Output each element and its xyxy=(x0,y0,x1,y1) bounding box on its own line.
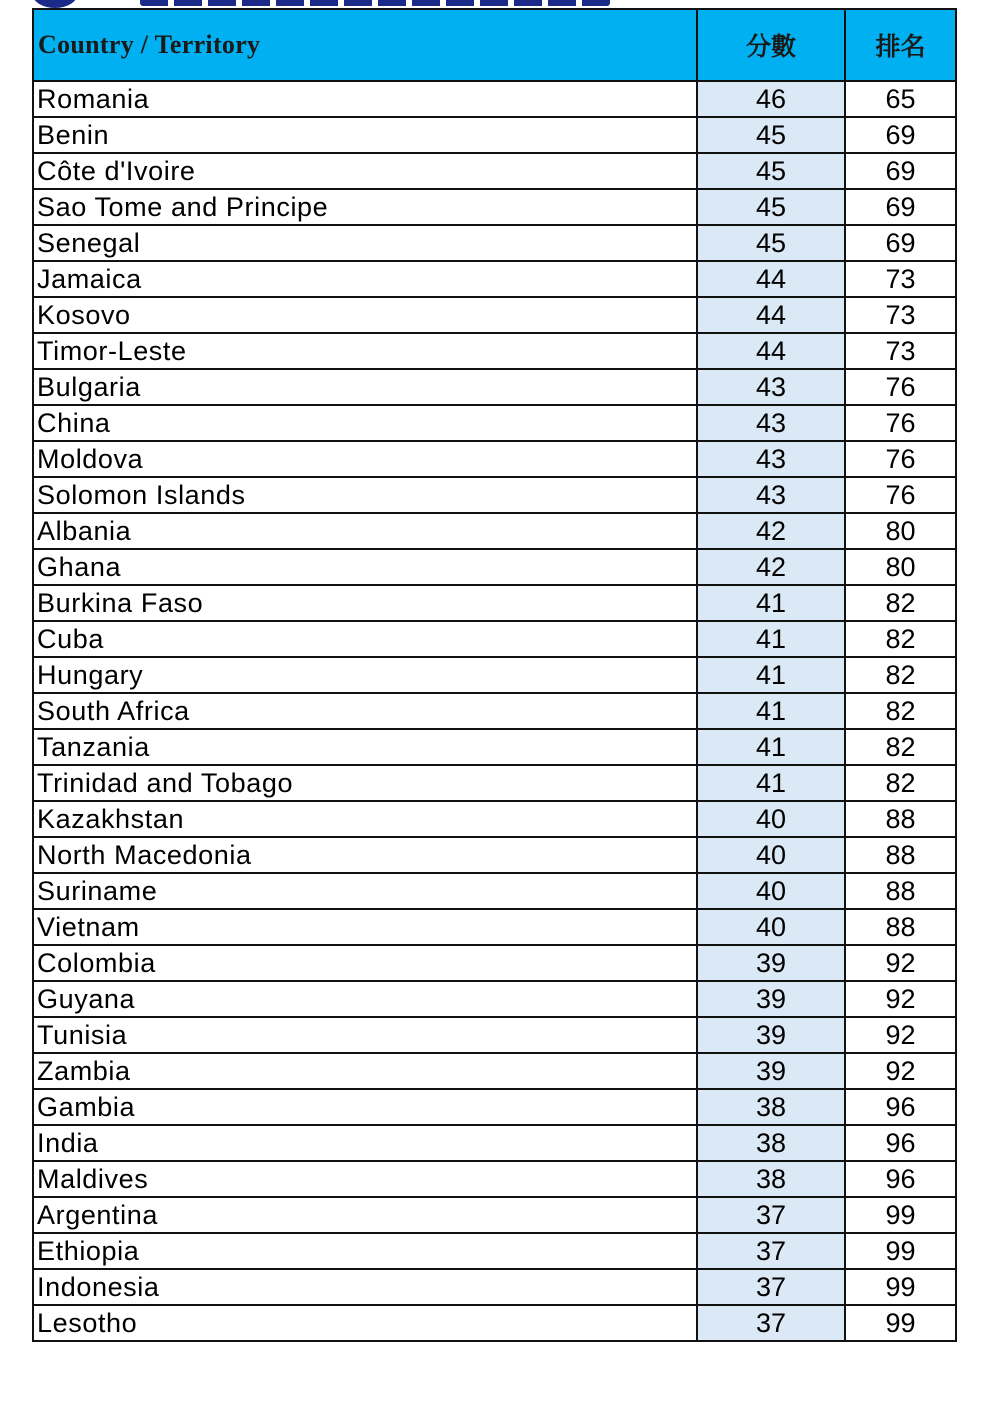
score-cell: 39 xyxy=(697,945,845,981)
rank-cell: 88 xyxy=(845,909,956,945)
table-row xyxy=(33,693,956,729)
rank-cell: 82 xyxy=(845,693,956,729)
table-row xyxy=(33,117,956,153)
rank-cell: 73 xyxy=(845,261,956,297)
table-row xyxy=(33,405,956,441)
table-row xyxy=(33,189,956,225)
country-cell: Jamaica xyxy=(33,261,697,297)
rank-cell: 73 xyxy=(845,333,956,369)
table-row xyxy=(33,765,956,801)
header-rank: 排名 xyxy=(845,9,956,81)
rank-cell: 96 xyxy=(845,1125,956,1161)
rank-cell: 82 xyxy=(845,729,956,765)
ranking-table xyxy=(32,8,957,1342)
country-cell: Solomon Islands xyxy=(33,477,697,513)
score-cell: 41 xyxy=(697,657,845,693)
rank-cell: 69 xyxy=(845,153,956,189)
score-cell: 40 xyxy=(697,873,845,909)
score-cell: 46 xyxy=(697,81,845,117)
country-cell: Suriname xyxy=(33,873,697,909)
table-row xyxy=(33,1053,956,1089)
country-cell: Vietnam xyxy=(33,909,697,945)
country-cell: Timor-Leste xyxy=(33,333,697,369)
country-cell: Lesotho xyxy=(33,1305,697,1341)
score-cell: 40 xyxy=(697,801,845,837)
score-cell: 45 xyxy=(697,117,845,153)
country-cell: Benin xyxy=(33,117,697,153)
country-cell: Albania xyxy=(33,513,697,549)
table-row xyxy=(33,621,956,657)
header-row xyxy=(33,9,956,81)
score-cell: 37 xyxy=(697,1269,845,1305)
table-row xyxy=(33,801,956,837)
table-row xyxy=(33,909,956,945)
country-cell: Tunisia xyxy=(33,1017,697,1053)
rank-cell: 82 xyxy=(845,657,956,693)
score-cell: 37 xyxy=(697,1305,845,1341)
score-cell: 38 xyxy=(697,1089,845,1125)
rank-cell: 82 xyxy=(845,621,956,657)
table-row xyxy=(33,549,956,585)
table-row xyxy=(33,945,956,981)
country-cell: Tanzania xyxy=(33,729,697,765)
rank-cell: 99 xyxy=(845,1269,956,1305)
rank-cell: 73 xyxy=(845,297,956,333)
table-row xyxy=(33,225,956,261)
rank-cell: 69 xyxy=(845,117,956,153)
table-row xyxy=(33,1197,956,1233)
country-cell: Hungary xyxy=(33,657,697,693)
table-row xyxy=(33,837,956,873)
table-row xyxy=(33,261,956,297)
rank-cell: 99 xyxy=(845,1305,956,1341)
rank-cell: 76 xyxy=(845,369,956,405)
country-cell: Côte d'Ivoire xyxy=(33,153,697,189)
rank-cell: 69 xyxy=(845,225,956,261)
table-header xyxy=(33,9,956,81)
score-cell: 42 xyxy=(697,513,845,549)
score-cell: 41 xyxy=(697,621,845,657)
organization-logo xyxy=(32,0,78,8)
rank-cell: 76 xyxy=(845,477,956,513)
score-cell: 39 xyxy=(697,1017,845,1053)
rank-cell: 80 xyxy=(845,549,956,585)
score-cell: 37 xyxy=(697,1197,845,1233)
country-cell: Kazakhstan xyxy=(33,801,697,837)
score-cell: 39 xyxy=(697,981,845,1017)
country-cell: Argentina xyxy=(33,1197,697,1233)
score-cell: 40 xyxy=(697,837,845,873)
score-cell: 44 xyxy=(697,297,845,333)
table-row xyxy=(33,369,956,405)
country-cell: Maldives xyxy=(33,1161,697,1197)
table-row xyxy=(33,333,956,369)
table-row xyxy=(33,1125,956,1161)
rank-cell: 92 xyxy=(845,1017,956,1053)
rank-cell: 96 xyxy=(845,1089,956,1125)
score-cell: 41 xyxy=(697,693,845,729)
table-row xyxy=(33,873,956,909)
table-row xyxy=(33,441,956,477)
rank-cell: 99 xyxy=(845,1233,956,1269)
country-cell: Senegal xyxy=(33,225,697,261)
country-cell: Indonesia xyxy=(33,1269,697,1305)
rank-cell: 88 xyxy=(845,837,956,873)
country-cell: Bulgaria xyxy=(33,369,697,405)
country-cell: Romania xyxy=(33,81,697,117)
score-cell: 43 xyxy=(697,441,845,477)
country-cell: China xyxy=(33,405,697,441)
score-cell: 38 xyxy=(697,1161,845,1197)
table-row xyxy=(33,585,956,621)
table-row xyxy=(33,729,956,765)
score-cell: 41 xyxy=(697,585,845,621)
table-row xyxy=(33,1269,956,1305)
country-cell: Gambia xyxy=(33,1089,697,1125)
rank-cell: 92 xyxy=(845,1053,956,1089)
country-cell: Zambia xyxy=(33,1053,697,1089)
score-cell: 44 xyxy=(697,261,845,297)
table-row xyxy=(33,1017,956,1053)
country-cell: North Macedonia xyxy=(33,837,697,873)
score-cell: 44 xyxy=(697,333,845,369)
table-row xyxy=(33,477,956,513)
header-country: Country / Territory xyxy=(33,9,697,81)
score-cell: 40 xyxy=(697,909,845,945)
table-row xyxy=(33,1089,956,1125)
rank-cell: 99 xyxy=(845,1197,956,1233)
score-cell: 43 xyxy=(697,405,845,441)
rank-cell: 65 xyxy=(845,81,956,117)
country-cell: Cuba xyxy=(33,621,697,657)
country-cell: India xyxy=(33,1125,697,1161)
rank-cell: 92 xyxy=(845,981,956,1017)
rank-cell: 92 xyxy=(845,945,956,981)
country-cell: Sao Tome and Principe xyxy=(33,189,697,225)
rank-cell: 88 xyxy=(845,873,956,909)
country-cell: Colombia xyxy=(33,945,697,981)
score-cell: 45 xyxy=(697,225,845,261)
table-row xyxy=(33,1305,956,1341)
banner-title-graphic xyxy=(140,0,610,6)
country-cell: Guyana xyxy=(33,981,697,1017)
rank-cell: 76 xyxy=(845,441,956,477)
table-row xyxy=(33,1233,956,1269)
score-cell: 43 xyxy=(697,477,845,513)
score-cell: 43 xyxy=(697,369,845,405)
table-row xyxy=(33,297,956,333)
country-cell: Ethiopia xyxy=(33,1233,697,1269)
score-cell: 38 xyxy=(697,1125,845,1161)
table-row xyxy=(33,981,956,1017)
rank-cell: 69 xyxy=(845,189,956,225)
country-cell: Moldova xyxy=(33,441,697,477)
table-body xyxy=(33,81,956,1341)
country-cell: Burkina Faso xyxy=(33,585,697,621)
table-row xyxy=(33,657,956,693)
rank-cell: 76 xyxy=(845,405,956,441)
country-cell: Trinidad and Tobago xyxy=(33,765,697,801)
rank-cell: 80 xyxy=(845,513,956,549)
rank-cell: 82 xyxy=(845,585,956,621)
score-cell: 45 xyxy=(697,189,845,225)
score-cell: 41 xyxy=(697,765,845,801)
table-row xyxy=(33,1161,956,1197)
table-row xyxy=(33,153,956,189)
rank-cell: 88 xyxy=(845,801,956,837)
rank-cell: 82 xyxy=(845,765,956,801)
country-cell: Ghana xyxy=(33,549,697,585)
score-cell: 41 xyxy=(697,729,845,765)
table-row xyxy=(33,513,956,549)
country-cell: Kosovo xyxy=(33,297,697,333)
header-score: 分數 xyxy=(697,9,845,81)
table-row xyxy=(33,81,956,117)
score-cell: 37 xyxy=(697,1233,845,1269)
country-cell: South Africa xyxy=(33,693,697,729)
score-cell: 45 xyxy=(697,153,845,189)
score-cell: 39 xyxy=(697,1053,845,1089)
rank-cell: 96 xyxy=(845,1161,956,1197)
score-cell: 42 xyxy=(697,549,845,585)
